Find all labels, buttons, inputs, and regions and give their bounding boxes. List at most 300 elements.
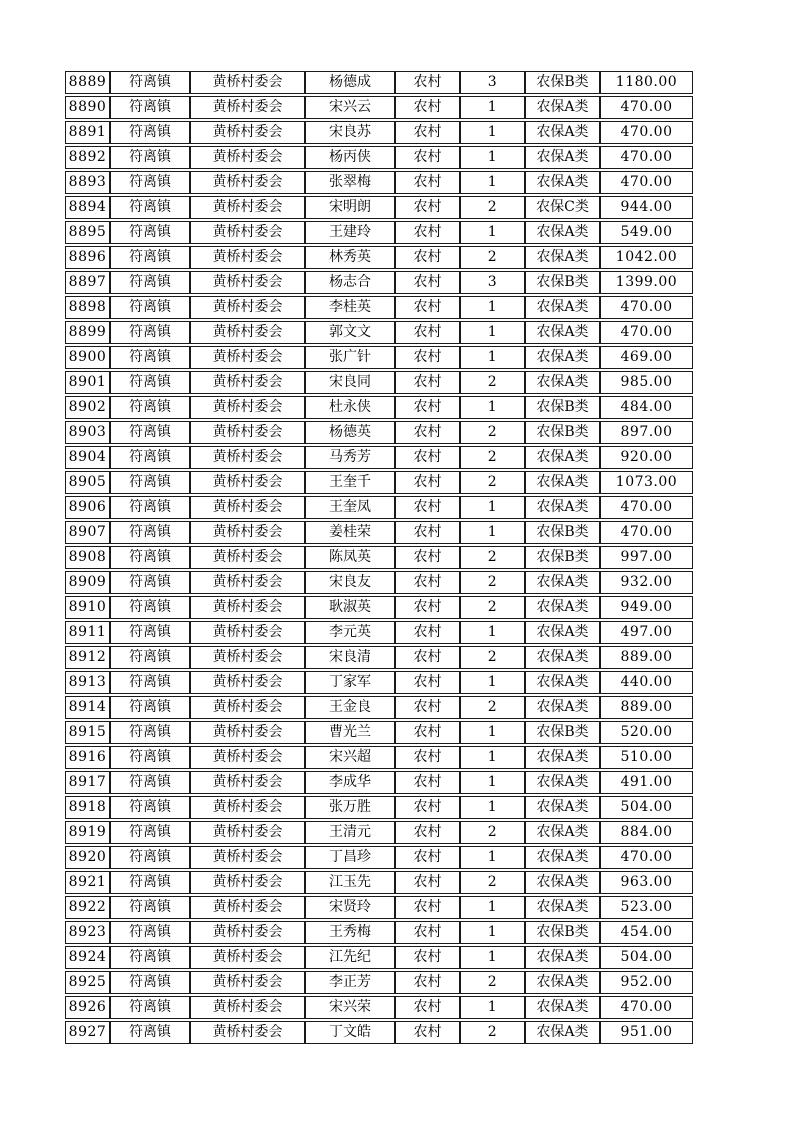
- cell-town: 符离镇: [110, 771, 190, 794]
- cell-village: 黄桥村委会: [190, 821, 305, 844]
- cell-name: 张广针: [305, 346, 395, 369]
- cell-name: 杨丙侠: [305, 146, 395, 169]
- cell-serial: 8919: [65, 821, 110, 844]
- cell-category: 农保A类: [525, 146, 600, 169]
- cell-village: 黄桥村委会: [190, 671, 305, 694]
- cell-town: 符离镇: [110, 346, 190, 369]
- cell-residence: 农村: [395, 671, 460, 694]
- cell-category: 农保A类: [525, 96, 600, 119]
- cell-village: 黄桥村委会: [190, 246, 305, 269]
- cell-town: 符离镇: [110, 121, 190, 144]
- cell-name: 江玉先: [305, 871, 395, 894]
- cell-village: 黄桥村委会: [190, 596, 305, 619]
- table-row: [65, 271, 693, 294]
- cell-serial: 8926: [65, 996, 110, 1019]
- cell-serial: 8895: [65, 221, 110, 244]
- cell-serial: 8909: [65, 571, 110, 594]
- cell-amount: 952.00: [600, 971, 693, 994]
- table-row: [65, 821, 693, 844]
- cell-town: 符离镇: [110, 446, 190, 469]
- cell-serial: 8902: [65, 396, 110, 419]
- cell-name: 宋贤玲: [305, 896, 395, 919]
- table-row: [65, 346, 693, 369]
- cell-village: 黄桥村委会: [190, 96, 305, 119]
- cell-name: 马秀芳: [305, 446, 395, 469]
- cell-name: 宋良同: [305, 371, 395, 394]
- cell-name: 江先纪: [305, 946, 395, 969]
- cell-residence: 农村: [395, 846, 460, 869]
- cell-serial: 8898: [65, 296, 110, 319]
- cell-village: 黄桥村委会: [190, 221, 305, 244]
- cell-residence: 农村: [395, 221, 460, 244]
- cell-count: 2: [460, 646, 525, 669]
- cell-category: 农保A类: [525, 671, 600, 694]
- cell-town: 符离镇: [110, 971, 190, 994]
- cell-count: 1: [460, 121, 525, 144]
- cell-name: 宋兴云: [305, 96, 395, 119]
- cell-name: 李桂英: [305, 296, 395, 319]
- cell-name: 宋兴荣: [305, 996, 395, 1019]
- cell-name: 曹光兰: [305, 721, 395, 744]
- cell-town: 符离镇: [110, 721, 190, 744]
- table-row: [65, 171, 693, 194]
- cell-amount: 963.00: [600, 871, 693, 894]
- cell-residence: 农村: [395, 796, 460, 819]
- cell-town: 符离镇: [110, 321, 190, 344]
- cell-category: 农保A类: [525, 596, 600, 619]
- cell-serial: 8921: [65, 871, 110, 894]
- cell-count: 2: [460, 446, 525, 469]
- cell-category: 农保B类: [525, 521, 600, 544]
- cell-town: 符离镇: [110, 871, 190, 894]
- table-row: [65, 696, 693, 719]
- cell-village: 黄桥村委会: [190, 871, 305, 894]
- cell-name: 宋良友: [305, 571, 395, 594]
- cell-count: 1: [460, 946, 525, 969]
- cell-count: 1: [460, 746, 525, 769]
- cell-count: 1: [460, 896, 525, 919]
- cell-town: 符离镇: [110, 196, 190, 219]
- cell-serial: 8914: [65, 696, 110, 719]
- cell-name: 丁文皓: [305, 1021, 395, 1044]
- cell-serial: 8927: [65, 1021, 110, 1044]
- cell-amount: 470.00: [600, 171, 693, 194]
- cell-serial: 8905: [65, 471, 110, 494]
- table-row: [65, 71, 693, 94]
- cell-town: 符离镇: [110, 996, 190, 1019]
- cell-amount: 470.00: [600, 296, 693, 319]
- table-row: [65, 871, 693, 894]
- cell-serial: 8890: [65, 96, 110, 119]
- cell-category: 农保A类: [525, 971, 600, 994]
- cell-count: 1: [460, 671, 525, 694]
- cell-residence: 农村: [395, 771, 460, 794]
- cell-town: 符离镇: [110, 146, 190, 169]
- cell-residence: 农村: [395, 346, 460, 369]
- cell-town: 符离镇: [110, 896, 190, 919]
- table-row: [65, 671, 693, 694]
- cell-amount: 944.00: [600, 196, 693, 219]
- cell-category: 农保A类: [525, 871, 600, 894]
- cell-village: 黄桥村委会: [190, 421, 305, 444]
- cell-amount: 470.00: [600, 121, 693, 144]
- cell-category: 农保A类: [525, 496, 600, 519]
- cell-village: 黄桥村委会: [190, 696, 305, 719]
- cell-village: 黄桥村委会: [190, 721, 305, 744]
- cell-amount: 897.00: [600, 421, 693, 444]
- cell-category: 农保A类: [525, 221, 600, 244]
- table-row: [65, 621, 693, 644]
- cell-count: 1: [460, 621, 525, 644]
- table-row: [65, 996, 693, 1019]
- cell-amount: 504.00: [600, 946, 693, 969]
- table-row: [65, 396, 693, 419]
- cell-category: 农保B类: [525, 71, 600, 94]
- cell-town: 符离镇: [110, 796, 190, 819]
- cell-amount: 949.00: [600, 596, 693, 619]
- cell-count: 1: [460, 996, 525, 1019]
- cell-serial: 8896: [65, 246, 110, 269]
- cell-village: 黄桥村委会: [190, 471, 305, 494]
- cell-town: 符离镇: [110, 471, 190, 494]
- cell-town: 符离镇: [110, 221, 190, 244]
- cell-amount: 469.00: [600, 346, 693, 369]
- cell-village: 黄桥村委会: [190, 346, 305, 369]
- cell-amount: 884.00: [600, 821, 693, 844]
- cell-category: 农保A类: [525, 646, 600, 669]
- cell-town: 符离镇: [110, 1021, 190, 1044]
- table-row: [65, 96, 693, 119]
- cell-town: 符离镇: [110, 421, 190, 444]
- cell-village: 黄桥村委会: [190, 196, 305, 219]
- cell-serial: 8907: [65, 521, 110, 544]
- cell-serial: 8922: [65, 896, 110, 919]
- cell-category: 农保A类: [525, 771, 600, 794]
- cell-village: 黄桥村委会: [190, 771, 305, 794]
- cell-category: 农保A类: [525, 571, 600, 594]
- cell-category: 农保A类: [525, 446, 600, 469]
- table-row: [65, 296, 693, 319]
- cell-serial: 8901: [65, 371, 110, 394]
- cell-serial: 8900: [65, 346, 110, 369]
- cell-amount: 549.00: [600, 221, 693, 244]
- cell-count: 2: [460, 971, 525, 994]
- cell-village: 黄桥村委会: [190, 446, 305, 469]
- cell-category: 农保A类: [525, 371, 600, 394]
- cell-residence: 农村: [395, 296, 460, 319]
- cell-town: 符离镇: [110, 96, 190, 119]
- cell-village: 黄桥村委会: [190, 496, 305, 519]
- cell-name: 杨德英: [305, 421, 395, 444]
- cell-residence: 农村: [395, 146, 460, 169]
- cell-town: 符离镇: [110, 171, 190, 194]
- cell-residence: 农村: [395, 96, 460, 119]
- cell-name: 姜桂荣: [305, 521, 395, 544]
- cell-count: 1: [460, 96, 525, 119]
- cell-name: 李成华: [305, 771, 395, 794]
- table-row: [65, 571, 693, 594]
- cell-residence: 农村: [395, 996, 460, 1019]
- cell-count: 1: [460, 771, 525, 794]
- cell-amount: 497.00: [600, 621, 693, 644]
- cell-count: 3: [460, 271, 525, 294]
- cell-town: 符离镇: [110, 296, 190, 319]
- cell-serial: 8925: [65, 971, 110, 994]
- cell-count: 2: [460, 371, 525, 394]
- cell-village: 黄桥村委会: [190, 146, 305, 169]
- cell-name: 王建玲: [305, 221, 395, 244]
- cell-name: 杨志合: [305, 271, 395, 294]
- cell-count: 1: [460, 921, 525, 944]
- cell-residence: 农村: [395, 371, 460, 394]
- cell-count: 2: [460, 196, 525, 219]
- cell-residence: 农村: [395, 871, 460, 894]
- cell-count: 2: [460, 596, 525, 619]
- cell-amount: 985.00: [600, 371, 693, 394]
- cell-name: 宋明朗: [305, 196, 395, 219]
- cell-amount: 470.00: [600, 846, 693, 869]
- cell-village: 黄桥村委会: [190, 971, 305, 994]
- cell-residence: 农村: [395, 421, 460, 444]
- cell-serial: 8910: [65, 596, 110, 619]
- cell-count: 1: [460, 396, 525, 419]
- cell-village: 黄桥村委会: [190, 571, 305, 594]
- cell-amount: 440.00: [600, 671, 693, 694]
- cell-village: 黄桥村委会: [190, 371, 305, 394]
- cell-town: 符离镇: [110, 496, 190, 519]
- cell-amount: 470.00: [600, 996, 693, 1019]
- table-row: [65, 446, 693, 469]
- cell-category: 农保A类: [525, 896, 600, 919]
- payment-table-body: [65, 71, 693, 1044]
- cell-village: 黄桥村委会: [190, 646, 305, 669]
- cell-amount: 523.00: [600, 896, 693, 919]
- cell-amount: 470.00: [600, 321, 693, 344]
- cell-amount: 510.00: [600, 746, 693, 769]
- cell-serial: 8913: [65, 671, 110, 694]
- payment-table: [65, 69, 693, 1046]
- cell-amount: 484.00: [600, 396, 693, 419]
- cell-name: 宋良苏: [305, 121, 395, 144]
- cell-village: 黄桥村委会: [190, 946, 305, 969]
- cell-village: 黄桥村委会: [190, 921, 305, 944]
- cell-count: 1: [460, 346, 525, 369]
- table-row: [65, 521, 693, 544]
- cell-name: 耿淑英: [305, 596, 395, 619]
- cell-name: 王清元: [305, 821, 395, 844]
- cell-amount: 932.00: [600, 571, 693, 594]
- cell-count: 1: [460, 796, 525, 819]
- cell-village: 黄桥村委会: [190, 271, 305, 294]
- cell-count: 2: [460, 546, 525, 569]
- cell-village: 黄桥村委会: [190, 71, 305, 94]
- cell-category: 农保B类: [525, 546, 600, 569]
- table-row: [65, 471, 693, 494]
- cell-name: 杜永侠: [305, 396, 395, 419]
- cell-residence: 农村: [395, 246, 460, 269]
- table-row: [65, 146, 693, 169]
- cell-amount: 951.00: [600, 1021, 693, 1044]
- cell-count: 2: [460, 1021, 525, 1044]
- cell-name: 宋兴超: [305, 746, 395, 769]
- cell-village: 黄桥村委会: [190, 296, 305, 319]
- cell-count: 1: [460, 496, 525, 519]
- cell-serial: 8920: [65, 846, 110, 869]
- table-row: [65, 121, 693, 144]
- cell-village: 黄桥村委会: [190, 521, 305, 544]
- cell-amount: 920.00: [600, 446, 693, 469]
- cell-amount: 889.00: [600, 696, 693, 719]
- cell-count: 2: [460, 871, 525, 894]
- cell-name: 王秀梅: [305, 921, 395, 944]
- cell-residence: 农村: [395, 496, 460, 519]
- cell-serial: 8917: [65, 771, 110, 794]
- cell-count: 2: [460, 821, 525, 844]
- cell-residence: 农村: [395, 896, 460, 919]
- table-row: [65, 771, 693, 794]
- cell-serial: 8912: [65, 646, 110, 669]
- table-row: [65, 896, 693, 919]
- cell-name: 杨德成: [305, 71, 395, 94]
- table-row: [65, 496, 693, 519]
- cell-category: 农保A类: [525, 996, 600, 1019]
- cell-amount: 520.00: [600, 721, 693, 744]
- cell-town: 符离镇: [110, 596, 190, 619]
- cell-residence: 农村: [395, 196, 460, 219]
- cell-category: 农保A类: [525, 246, 600, 269]
- cell-residence: 农村: [395, 596, 460, 619]
- cell-amount: 504.00: [600, 796, 693, 819]
- table-row: [65, 721, 693, 744]
- cell-category: 农保A类: [525, 296, 600, 319]
- cell-amount: 1042.00: [600, 246, 693, 269]
- cell-residence: 农村: [395, 321, 460, 344]
- cell-residence: 农村: [395, 471, 460, 494]
- cell-category: 农保B类: [525, 921, 600, 944]
- cell-name: 王奎千: [305, 471, 395, 494]
- cell-town: 符离镇: [110, 921, 190, 944]
- cell-town: 符离镇: [110, 746, 190, 769]
- cell-category: 农保A类: [525, 121, 600, 144]
- cell-serial: 8903: [65, 421, 110, 444]
- table-row: [65, 1021, 693, 1044]
- cell-residence: 农村: [395, 946, 460, 969]
- cell-amount: 470.00: [600, 96, 693, 119]
- cell-category: 农保A类: [525, 171, 600, 194]
- cell-serial: 8889: [65, 71, 110, 94]
- cell-serial: 8894: [65, 196, 110, 219]
- cell-category: 农保A类: [525, 321, 600, 344]
- table-row: [65, 971, 693, 994]
- cell-name: 李元英: [305, 621, 395, 644]
- cell-village: 黄桥村委会: [190, 1021, 305, 1044]
- cell-residence: 农村: [395, 71, 460, 94]
- cell-count: 1: [460, 146, 525, 169]
- cell-town: 符离镇: [110, 271, 190, 294]
- table-row: [65, 596, 693, 619]
- cell-village: 黄桥村委会: [190, 746, 305, 769]
- cell-count: 1: [460, 296, 525, 319]
- cell-town: 符离镇: [110, 371, 190, 394]
- cell-category: 农保A类: [525, 821, 600, 844]
- cell-serial: 8915: [65, 721, 110, 744]
- cell-count: 2: [460, 471, 525, 494]
- cell-town: 符离镇: [110, 246, 190, 269]
- cell-name: 丁家军: [305, 671, 395, 694]
- cell-serial: 8908: [65, 546, 110, 569]
- cell-town: 符离镇: [110, 846, 190, 869]
- cell-residence: 农村: [395, 1021, 460, 1044]
- cell-name: 宋良清: [305, 646, 395, 669]
- cell-amount: 470.00: [600, 521, 693, 544]
- cell-category: 农保A类: [525, 471, 600, 494]
- cell-serial: 8916: [65, 746, 110, 769]
- table-row: [65, 546, 693, 569]
- cell-town: 符离镇: [110, 521, 190, 544]
- cell-name: 丁昌珍: [305, 846, 395, 869]
- cell-residence: 农村: [395, 396, 460, 419]
- cell-name: 陈凤英: [305, 546, 395, 569]
- cell-village: 黄桥村委会: [190, 796, 305, 819]
- cell-count: 1: [460, 221, 525, 244]
- cell-amount: 997.00: [600, 546, 693, 569]
- cell-serial: 8891: [65, 121, 110, 144]
- cell-category: 农保A类: [525, 696, 600, 719]
- cell-category: 农保A类: [525, 796, 600, 819]
- table-row: [65, 746, 693, 769]
- cell-town: 符离镇: [110, 646, 190, 669]
- cell-residence: 农村: [395, 921, 460, 944]
- cell-name: 李正芳: [305, 971, 395, 994]
- cell-town: 符离镇: [110, 821, 190, 844]
- cell-residence: 农村: [395, 721, 460, 744]
- cell-amount: 1399.00: [600, 271, 693, 294]
- cell-village: 黄桥村委会: [190, 896, 305, 919]
- table-row: [65, 646, 693, 669]
- cell-serial: 8924: [65, 946, 110, 969]
- cell-name: 郭文文: [305, 321, 395, 344]
- cell-count: 1: [460, 721, 525, 744]
- cell-town: 符离镇: [110, 946, 190, 969]
- cell-category: 农保B类: [525, 421, 600, 444]
- cell-town: 符离镇: [110, 396, 190, 419]
- table-row: [65, 421, 693, 444]
- cell-category: 农保A类: [525, 946, 600, 969]
- cell-residence: 农村: [395, 521, 460, 544]
- cell-serial: 8918: [65, 796, 110, 819]
- table-row: [65, 796, 693, 819]
- table-row: [65, 846, 693, 869]
- cell-residence: 农村: [395, 446, 460, 469]
- cell-name: 王金良: [305, 696, 395, 719]
- cell-category: 农保B类: [525, 721, 600, 744]
- cell-town: 符离镇: [110, 621, 190, 644]
- table-row: [65, 321, 693, 344]
- cell-village: 黄桥村委会: [190, 321, 305, 344]
- cell-category: 农保B类: [525, 271, 600, 294]
- cell-name: 林秀英: [305, 246, 395, 269]
- cell-serial: 8923: [65, 921, 110, 944]
- cell-residence: 农村: [395, 271, 460, 294]
- cell-residence: 农村: [395, 171, 460, 194]
- cell-town: 符离镇: [110, 571, 190, 594]
- cell-category: 农保A类: [525, 1021, 600, 1044]
- cell-town: 符离镇: [110, 671, 190, 694]
- cell-serial: 8893: [65, 171, 110, 194]
- cell-amount: 1073.00: [600, 471, 693, 494]
- cell-town: 符离镇: [110, 71, 190, 94]
- cell-count: 1: [460, 171, 525, 194]
